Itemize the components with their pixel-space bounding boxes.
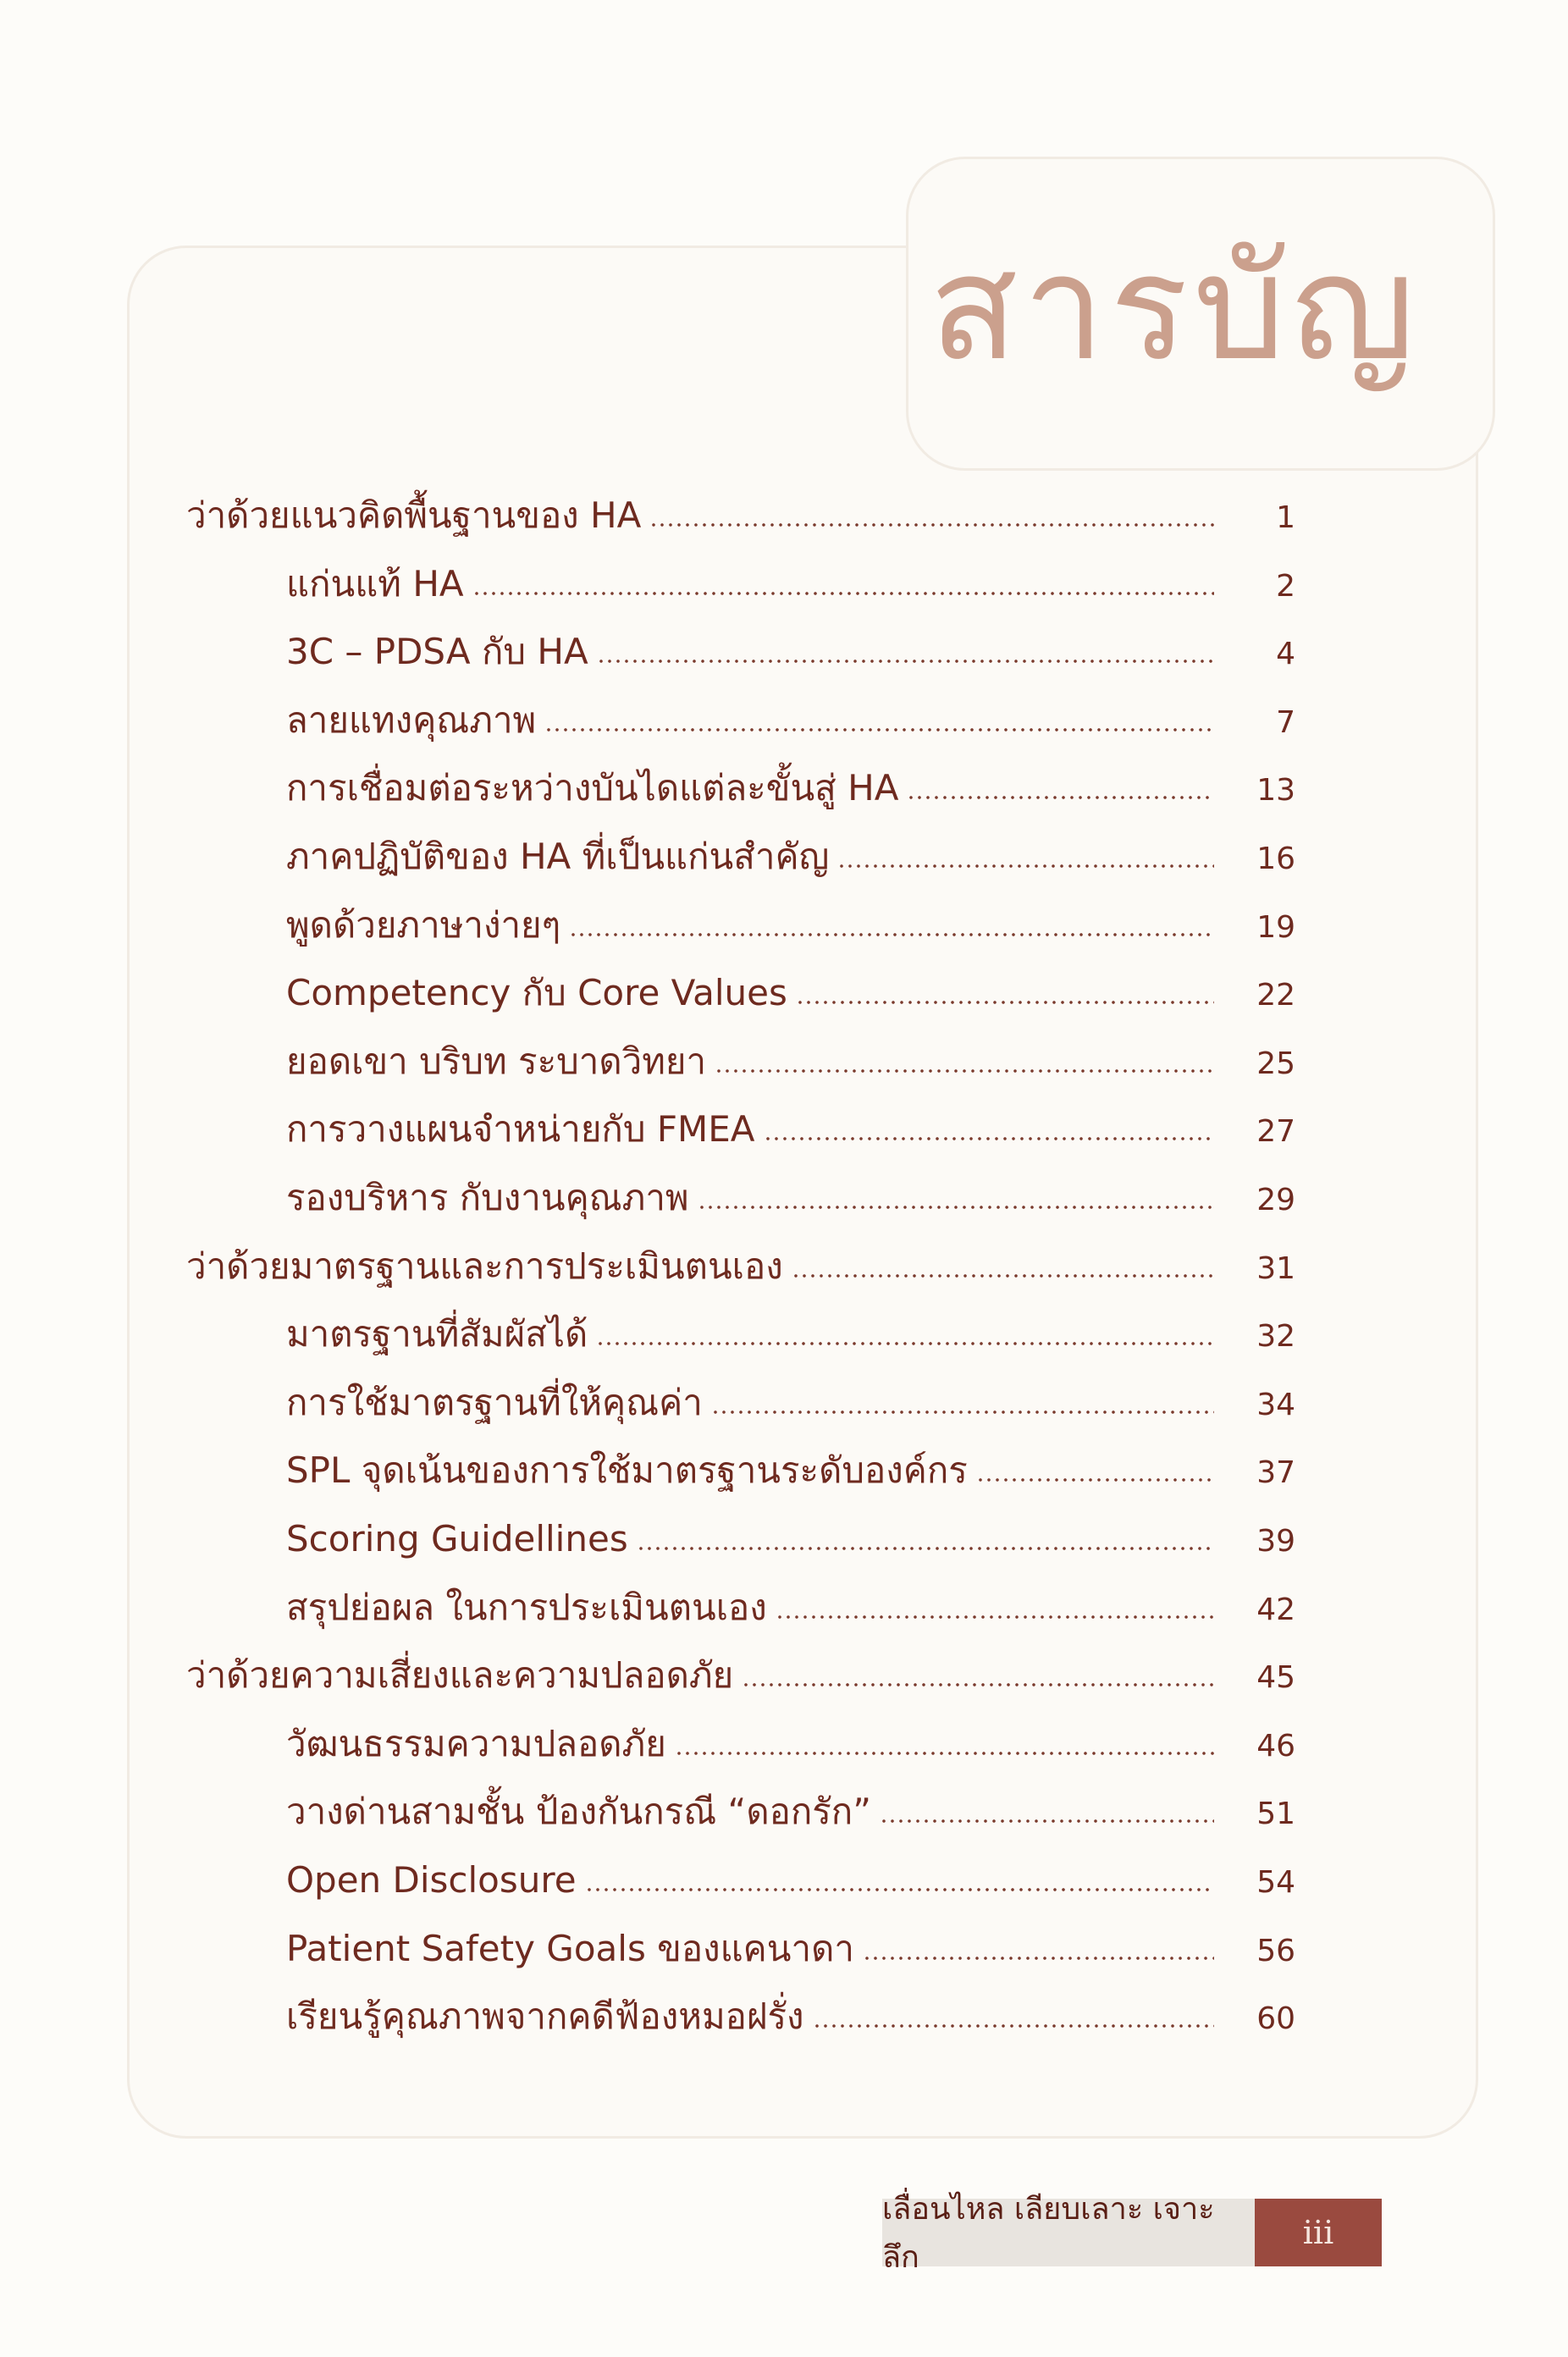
toc-entry-row: [286, 1498, 1295, 1557]
toc-leader-dots: [637, 1547, 1214, 1550]
toc-page-number: 4: [1276, 637, 1295, 672]
toc-page-number: 45: [1256, 1660, 1295, 1696]
toc-page-number: 37: [1256, 1455, 1295, 1491]
toc-leader-dots: [976, 1478, 1214, 1482]
toc-entry-label: 3C – PDSA กับ HA: [286, 631, 588, 673]
toc-leader-dots: [796, 1001, 1214, 1004]
toc-page-number: 16: [1256, 842, 1295, 876]
toc-page-number: 1: [1276, 500, 1295, 535]
toc-entry-label: ภาคปฏิบัติของ HA ที่เป็นแก่นสำคัญ: [286, 836, 830, 877]
toc-page-number: 54: [1256, 1865, 1295, 1900]
toc-entry-row: [286, 747, 1295, 809]
toc-leader-dots: [596, 1342, 1214, 1345]
toc-entry-row: [286, 1088, 1295, 1151]
toc-entry-row: [286, 1703, 1295, 1762]
toc-section-row: [186, 1634, 1295, 1697]
toc-page-number: 2: [1276, 568, 1295, 604]
toc-page-number: 31: [1256, 1250, 1295, 1286]
toc-leader-dots: [813, 2024, 1214, 2028]
toc-entry-label: สรุปย่อผล ในการประเมินตนเอง: [286, 1586, 767, 1628]
toc-entry-label: ว่าด้วยความเสี่ยงและความปลอดภัย: [186, 1654, 734, 1697]
toc-leader-dots: [742, 1683, 1214, 1686]
footer-book-title: เลื่อนไหล เลียบเลาะ เจาะลึก: [882, 2199, 1255, 2266]
toc-entry-label: รองบริหาร กับงานคุณภาพ: [286, 1177, 689, 1218]
toc-leader-dots: [711, 1410, 1214, 1414]
toc-entry-label: วัฒนธรรมความปลอดภัย: [286, 1722, 666, 1764]
toc-leader-dots: [715, 1069, 1214, 1073]
toc-leader-dots: [776, 1615, 1214, 1619]
toc-leader-dots: [569, 933, 1214, 936]
toc-entry-row: [286, 1975, 1295, 2038]
toc-entry-label: Open Disclosure: [286, 1859, 577, 1901]
toc-leader-dots: [597, 660, 1214, 663]
toc-entry-label: ว่าด้วยแนวคิดพื้นฐานของ HA: [186, 494, 642, 536]
toc-entry-row: [286, 884, 1295, 946]
toc-entry-row: [286, 1770, 1295, 1833]
toc-leader-dots: [764, 1137, 1214, 1140]
toc-page-number: 13: [1256, 773, 1295, 809]
toc-page-number: 56: [1256, 1933, 1295, 1968]
toc-leader-dots: [649, 523, 1214, 527]
toc-page-number: 7: [1276, 704, 1295, 740]
page-title: สารบัญ: [929, 223, 1420, 393]
toc-entry-label: การวางแผนจำหน่ายกับ FMEA: [286, 1108, 755, 1151]
toc-entry-row: [286, 1361, 1295, 1421]
toc-entry-label: การเชื่อมต่อระหว่างบันไดแต่ละขั้นสู่ HA: [286, 767, 899, 809]
toc-leader-dots: [863, 1957, 1214, 1960]
toc-page-number: 39: [1256, 1524, 1295, 1559]
toc-page-number: 42: [1256, 1592, 1295, 1627]
toc-page-number: 51: [1256, 1797, 1295, 1832]
toc-leader-dots: [792, 1274, 1214, 1278]
toc-entry-label: ลายแทงคุณภาพ: [286, 698, 537, 741]
toc-section-row: [186, 474, 1295, 536]
toc-entry-label: ว่าด้วยมาตรฐานและการประเมินตนเอง: [186, 1245, 783, 1287]
toc-entry-label: วางด่านสามชั้น ป้องกันกรณี “ดอกรัก”: [286, 1791, 871, 1833]
toc-entry-row: [286, 1566, 1295, 1626]
toc-leader-dots: [698, 1206, 1214, 1209]
toc-leader-dots: [544, 728, 1214, 731]
toc-leader-dots: [880, 1819, 1214, 1823]
toc-entry-row: [286, 679, 1295, 741]
toc-leader-dots: [907, 796, 1214, 799]
toc-page-number: 19: [1256, 909, 1295, 945]
toc-page-number: 32: [1256, 1319, 1295, 1355]
toc-entry-label: การใช้มาตรฐานที่ให้คุณค่า: [286, 1381, 703, 1423]
toc-entry-label: SPL จุดเน้นของการใช้มาตรฐานระดับองค์กร: [286, 1449, 968, 1492]
toc-entry-label: แก่นแท้ HA: [286, 562, 464, 604]
toc-entry-row: [286, 1020, 1295, 1082]
toc-page-number: 27: [1256, 1114, 1295, 1150]
toc-page-number: 29: [1256, 1183, 1295, 1217]
toc-entry-row: [286, 1429, 1295, 1492]
toc-entry-row: [286, 952, 1295, 1014]
toc-leader-dots: [675, 1752, 1214, 1755]
toc-entry-row: [286, 1293, 1295, 1355]
toc-entry-row: [286, 543, 1295, 602]
toc-entry-row: [286, 1839, 1295, 1901]
page-footer: [882, 2192, 1382, 2275]
toc-entry-row: [286, 815, 1295, 875]
toc-page-number: 22: [1256, 978, 1295, 1013]
toc-entry-label: มาตรฐานที่สัมผัสได้: [286, 1313, 588, 1355]
toc-entry-label: ยอดเขา บริบท ระบาดวิทยา: [286, 1040, 707, 1082]
toc-entry-label: เรียนรู้คุณภาพจากคดีฟ้องหมอฝรั่ง: [286, 1995, 804, 2038]
toc-page-number: 46: [1256, 1728, 1295, 1764]
toc-entry-row: [286, 1156, 1295, 1216]
toc-leader-dots: [837, 864, 1214, 868]
toc-leader-dots: [585, 1888, 1214, 1891]
toc-page-number: 34: [1256, 1387, 1295, 1422]
footer-page-number: iii: [1255, 2199, 1382, 2266]
toc-entry-label: Scoring Guidellines: [286, 1518, 628, 1559]
toc-page-number: 25: [1256, 1046, 1295, 1081]
toc-section-row: [186, 1225, 1295, 1287]
toc-entry-row: [286, 610, 1295, 673]
toc-entry-label: Patient Safety Goals ของแคนาดา: [286, 1927, 854, 1969]
toc-entry-label: พูดด้วยภาษาง่ายๆ: [286, 903, 561, 946]
toc-entry-row: [286, 1907, 1295, 1967]
toc-entry-label: Competency กับ Core Values: [286, 972, 787, 1014]
toc-leader-dots: [472, 592, 1214, 595]
toc-page-number: 60: [1256, 2001, 1295, 2037]
